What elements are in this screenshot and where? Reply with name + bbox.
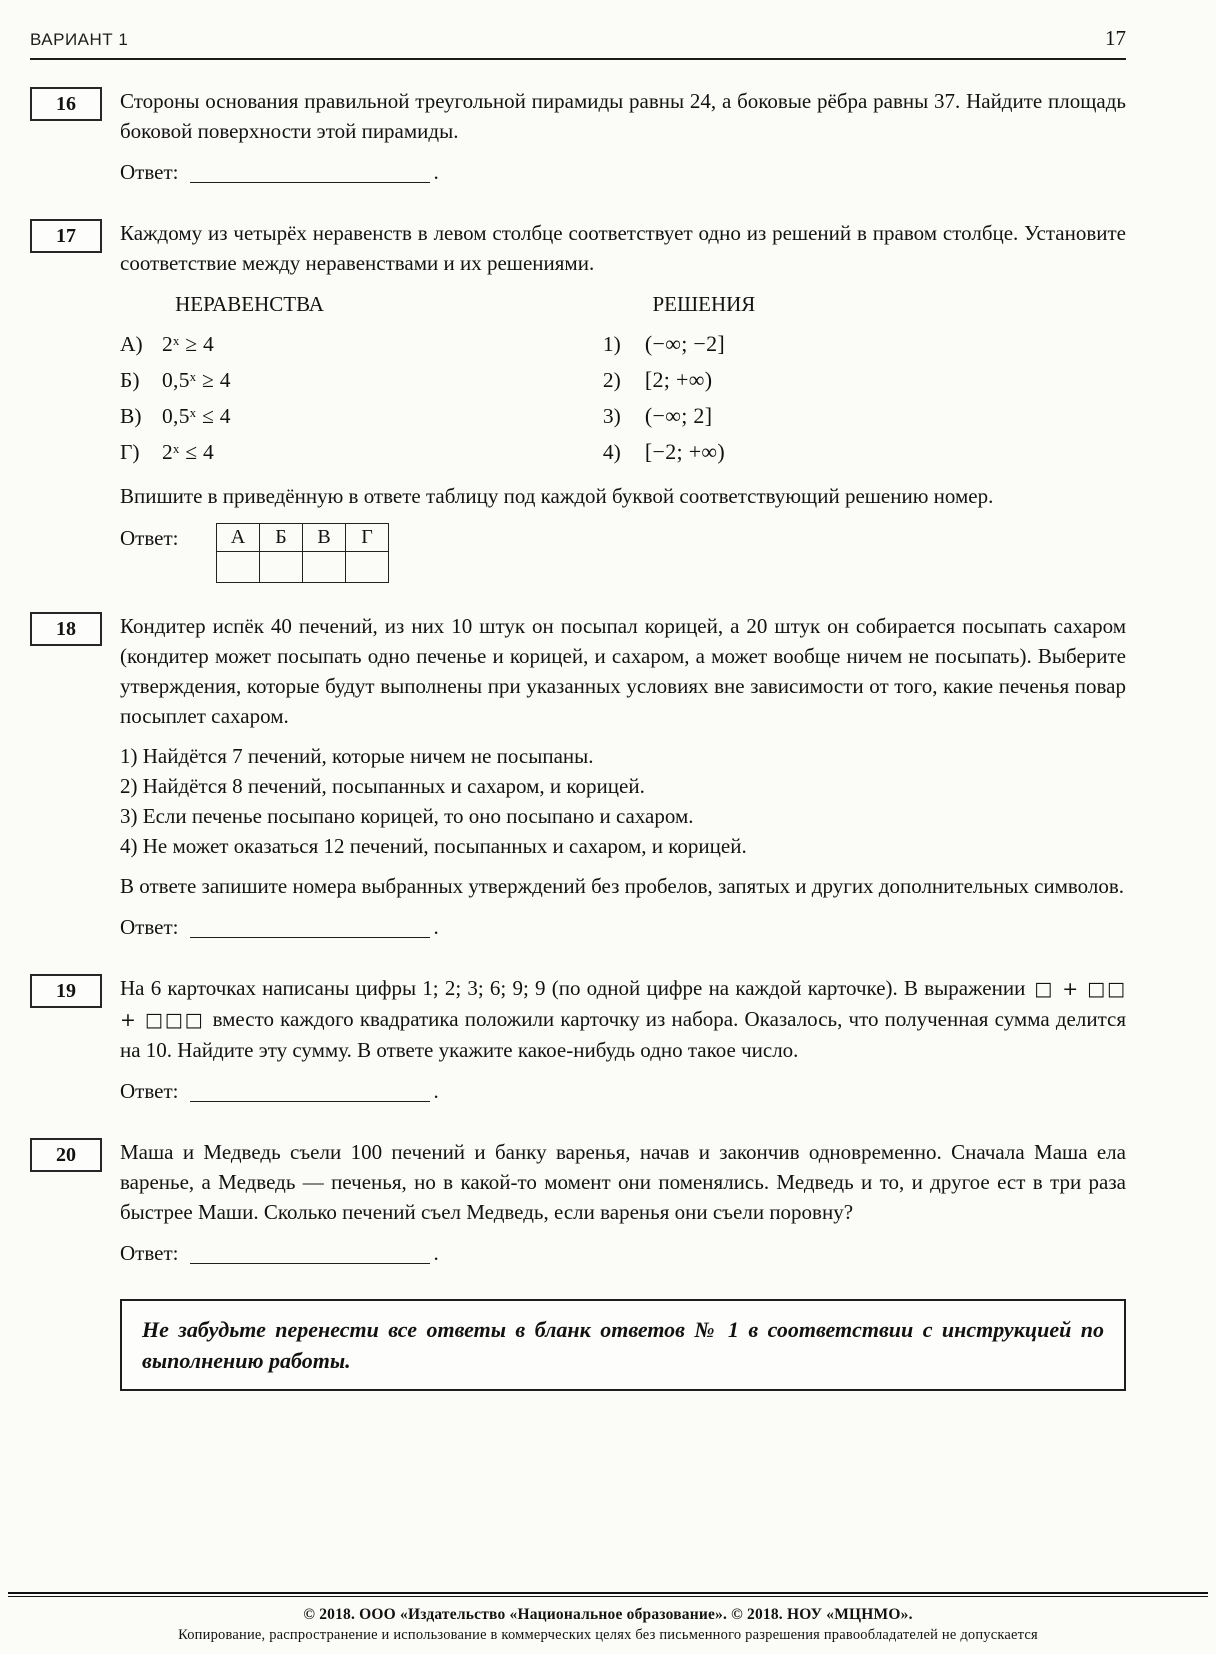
answer-blank[interactable]: [190, 163, 430, 183]
squares-expression: □ + □□ + □□□: [120, 978, 1126, 1031]
answer-table-header-cell: Б: [260, 524, 303, 552]
answer-blank[interactable]: [190, 918, 430, 938]
problem-18-number-box: 18: [30, 612, 102, 646]
inequality-row: [120, 365, 603, 395]
answer-table-header-cell: А: [217, 524, 260, 552]
inequality-label: Г): [120, 440, 140, 464]
solution-row: [603, 401, 1126, 431]
solution-expression: [2; +∞): [644, 367, 713, 392]
answer-table-input-row: [217, 552, 389, 583]
solution-row: [603, 437, 1126, 467]
solution-label: 2): [602, 368, 621, 392]
inequality-row: [120, 329, 603, 359]
problem-18-answer-row: [120, 915, 1126, 945]
inequality-expression: 2ˣ ≤ 4: [162, 440, 215, 464]
problem-19: [30, 973, 1126, 1109]
answer-blank[interactable]: [190, 1244, 430, 1264]
answer-period: .: [433, 915, 439, 939]
problem-17-outro: Впишите в приведённую в ответе таблицу под каждой буквой соответствующий решению номер.: [120, 484, 994, 508]
notice-text: Не забудьте перенести все ответы в бланк ответов № 1 в соответствии с инструкцией по выполнению работы.: [142, 1317, 1104, 1373]
problem-19-text-after: вместо каждого квадратика положили карточку из набора. Оказалось, что полученная сумма делится на 10. Найдите эту сумму. В ответе укажите какое-нибудь одно такое число.: [120, 1007, 1126, 1062]
solution-expression: (−∞; −2]: [644, 331, 726, 356]
answer-table: [216, 523, 389, 583]
solutions-column: [603, 292, 1126, 473]
inequality-row: [120, 437, 603, 467]
solution-label: 3): [602, 404, 621, 428]
solution-expression: (−∞; 2]: [644, 403, 713, 428]
problem-17-intro: Каждому из четырёх неравенств в левом столбце соответствует одно из решений в правом столбце. Установите соответствие между неравенствами и их решениями.: [120, 221, 1126, 275]
page-footer: [0, 1592, 1216, 1644]
problem-20-number-box: 20: [30, 1138, 102, 1172]
answer-table-header-cell: В: [303, 524, 346, 552]
answer-label: Ответ:: [120, 915, 179, 939]
problem-18: [30, 611, 1126, 945]
statement-item: 4) Не может оказаться 12 печений, посыпанных и сахаром, и корицей.: [120, 834, 747, 858]
solution-row: [603, 365, 1126, 395]
solution-row: [603, 329, 1126, 359]
notice-box: [120, 1299, 1126, 1391]
answer-label: Ответ:: [120, 1079, 179, 1103]
footer-rule: [8, 1592, 1208, 1597]
answer-period: .: [433, 1241, 439, 1265]
inequality-label: В): [120, 404, 142, 428]
problem-16-number-box: 16: [30, 87, 102, 121]
answer-table-input-cell[interactable]: [217, 552, 260, 583]
header-rule: [30, 58, 1126, 60]
answer-table-input-cell[interactable]: [346, 552, 389, 583]
solution-label: 1): [602, 332, 621, 356]
answer-label: Ответ:: [120, 526, 179, 550]
variant-label: ВАРИАНТ 1: [30, 30, 129, 49]
answer-table-header-cell: Г: [346, 524, 389, 552]
answer-period: .: [433, 160, 439, 184]
answer-blank[interactable]: [190, 1082, 430, 1102]
solution-expression: [−2; +∞): [644, 439, 726, 464]
answer-label: Ответ:: [120, 1241, 179, 1265]
inequality-label: Б): [120, 368, 140, 392]
inequality-expression: 0,5ˣ ≤ 4: [162, 404, 231, 428]
problem-19-number-box: 19: [30, 974, 102, 1008]
problem-16-text: Стороны основания правильной треугольной пирамиды равны 24, а боковые рёбра равны 37. Найдите площадь боковой поверхности этой пирамиды.: [120, 89, 1126, 143]
statements-list: [120, 741, 1126, 861]
inequality-expression: 2ˣ ≥ 4: [162, 332, 215, 356]
problem-17-answer-row: [120, 523, 1126, 583]
problem-16: [30, 86, 1126, 190]
answer-table-input-cell[interactable]: [260, 552, 303, 583]
matching-block: [120, 292, 1126, 473]
problem-16-answer-row: [120, 160, 1126, 190]
inequality-label: А): [120, 332, 143, 356]
statement-item: 1) Найдётся 7 печений, которые ничем не посыпаны.: [120, 744, 594, 768]
page-header: [30, 26, 1126, 51]
problem-18-outro: В ответе запишите номера выбранных утверждений без пробелов, запятых и других дополнительных символов.: [120, 874, 1125, 898]
problem-17: [30, 218, 1126, 583]
problem-20-text: Маша и Медведь съели 100 печений и банку варенья, начав и закончив одновременно. Сначала Маша ела варенье, а Медведь — печенья, но в какой-то момент они поменялись. Медведь и то, и другое ест в три раза быстрее Маши. Сколько печений съел Медведь, если варенья они съели поровну?: [120, 1140, 1126, 1224]
inequalities-column-title: НЕРАВЕНСТВА: [175, 292, 324, 316]
copyright-line-2: Копирование, распространение и использование в коммерческих целях без письменного разрешения правообладателей не допускается: [178, 1627, 1038, 1643]
answer-table-input-cell[interactable]: [303, 552, 346, 583]
inequality-expression: 0,5ˣ ≥ 4: [162, 368, 231, 392]
statement-item: 2) Найдётся 8 печений, посыпанных и сахаром, и корицей.: [120, 774, 645, 798]
problem-17-number-box: 17: [30, 219, 102, 253]
inequality-row: [120, 401, 603, 431]
statement-item: 3) Если печенье посыпано корицей, то оно посыпано и сахаром.: [120, 804, 694, 828]
copyright-line-1: © 2018. ООО «Издательство «Национальное образование». © 2018. НОУ «МЦНМО».: [303, 1606, 913, 1623]
problem-19-text-before: На 6 карточках написаны цифры 1; 2; 3; 6; 9; 9 (по одной цифре на каждой карточке). В выражении: [120, 976, 1026, 1000]
problem-19-text: [120, 973, 1126, 1065]
solutions-column-title: РЕШЕНИЯ: [652, 292, 756, 316]
problem-20: [30, 1137, 1126, 1271]
inequalities-column: [120, 292, 603, 473]
problem-18-intro: Кондитер испёк 40 печений, из них 10 штук он посыпал корицей, а 20 штук он собирается посыпать сахаром (кондитер может посыпать одно печенье и корицей, и сахаром, а может вообще ничем не посыпать). Выберите утверждения, которые будут выполнены при указанных условиях вне зависимости от того, какие печенья повар посыплет сахаром.: [120, 614, 1126, 728]
answer-table-header-row: [217, 524, 389, 552]
answer-period: .: [433, 1079, 439, 1103]
problem-20-answer-row: [120, 1241, 1126, 1271]
problem-19-answer-row: [120, 1079, 1126, 1109]
answer-label: Ответ:: [120, 160, 179, 184]
page-number: 17: [1105, 26, 1126, 50]
solution-label: 4): [602, 440, 621, 464]
